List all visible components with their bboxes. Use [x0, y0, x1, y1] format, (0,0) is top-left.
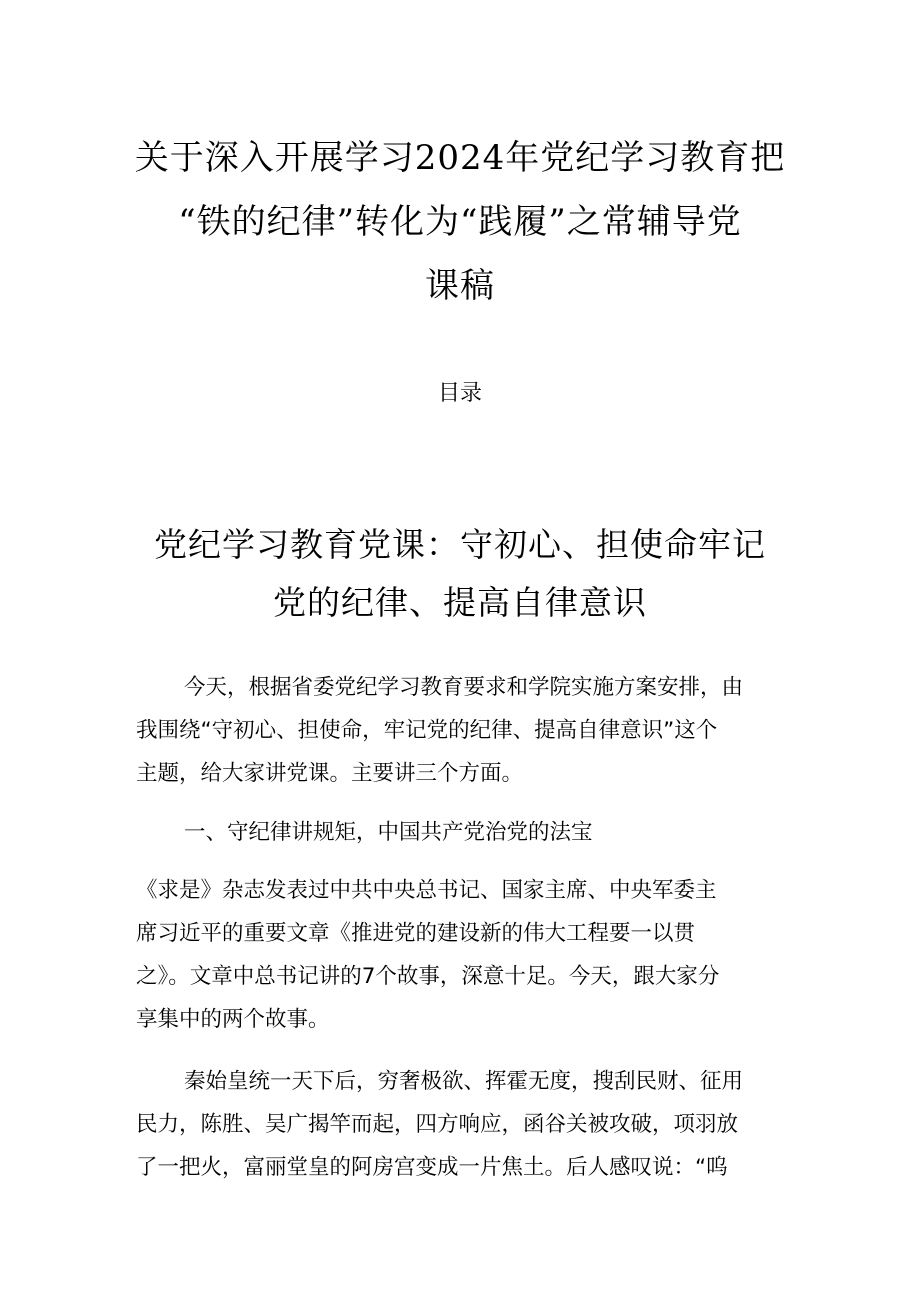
paragraph-line: 享集中的两个故事。 [136, 1007, 330, 1032]
paragraph-line: 之》。文章中总书记讲的7个故事，深意十足。今天，跟大家分 [136, 964, 720, 989]
document-title [120, 126, 800, 318]
title-line-3: 课稿 [425, 266, 495, 306]
paragraph-qiushi [136, 869, 786, 1041]
section-title-line-1: 党纪学习教育党课：守初心、担使命牢记 [154, 525, 766, 564]
paragraph-line: 今天，根据省委党纪学习教育要求和学院实施方案安排，由 [184, 675, 744, 700]
paragraph-line: 民力，陈胜、吴广揭竿而起，四方响应，函谷关被攻破，项羽放 [136, 1112, 739, 1137]
paragraph-intro [136, 666, 786, 795]
toc-heading: 目录 [437, 381, 482, 406]
paragraph-qin-story [136, 1060, 786, 1189]
title-line-2: “铁的纪律”转化为“践履”之常辅导党 [178, 202, 742, 242]
section-title [120, 516, 800, 632]
paragraph-line: 秦始皇统一天下后，穷奢极欲、挥霍无度，搜刮民财、征用 [184, 1069, 744, 1094]
paragraph-line: 主题，给大家讲党课。主要讲三个方面。 [136, 761, 524, 786]
section-title-line-2: 党的纪律、提高自律意识 [273, 583, 647, 622]
heading-text: 一、守纪律讲规矩，中国共产党治党的法宝 [184, 820, 593, 845]
paragraph-line: 了一把火，富丽堂皇的阿房宫变成一片焦土。后人感叹说：“呜 [136, 1155, 728, 1180]
paragraph-line: 席习近平的重要文章《推进党的建设新的伟大工程要一以贯 [136, 921, 696, 946]
paragraph-line: 我围绕“守初心、担使命，牢记党的纪律、提高自律意识”这个 [136, 718, 718, 743]
title-line-1: 关于深入开展学习2024年党纪学习教育把 [134, 138, 786, 178]
heading-level-1 [136, 811, 786, 854]
paragraph-line: 《求是》杂志发表过中共中央总书记、国家主席、中央军委主 [136, 878, 717, 903]
